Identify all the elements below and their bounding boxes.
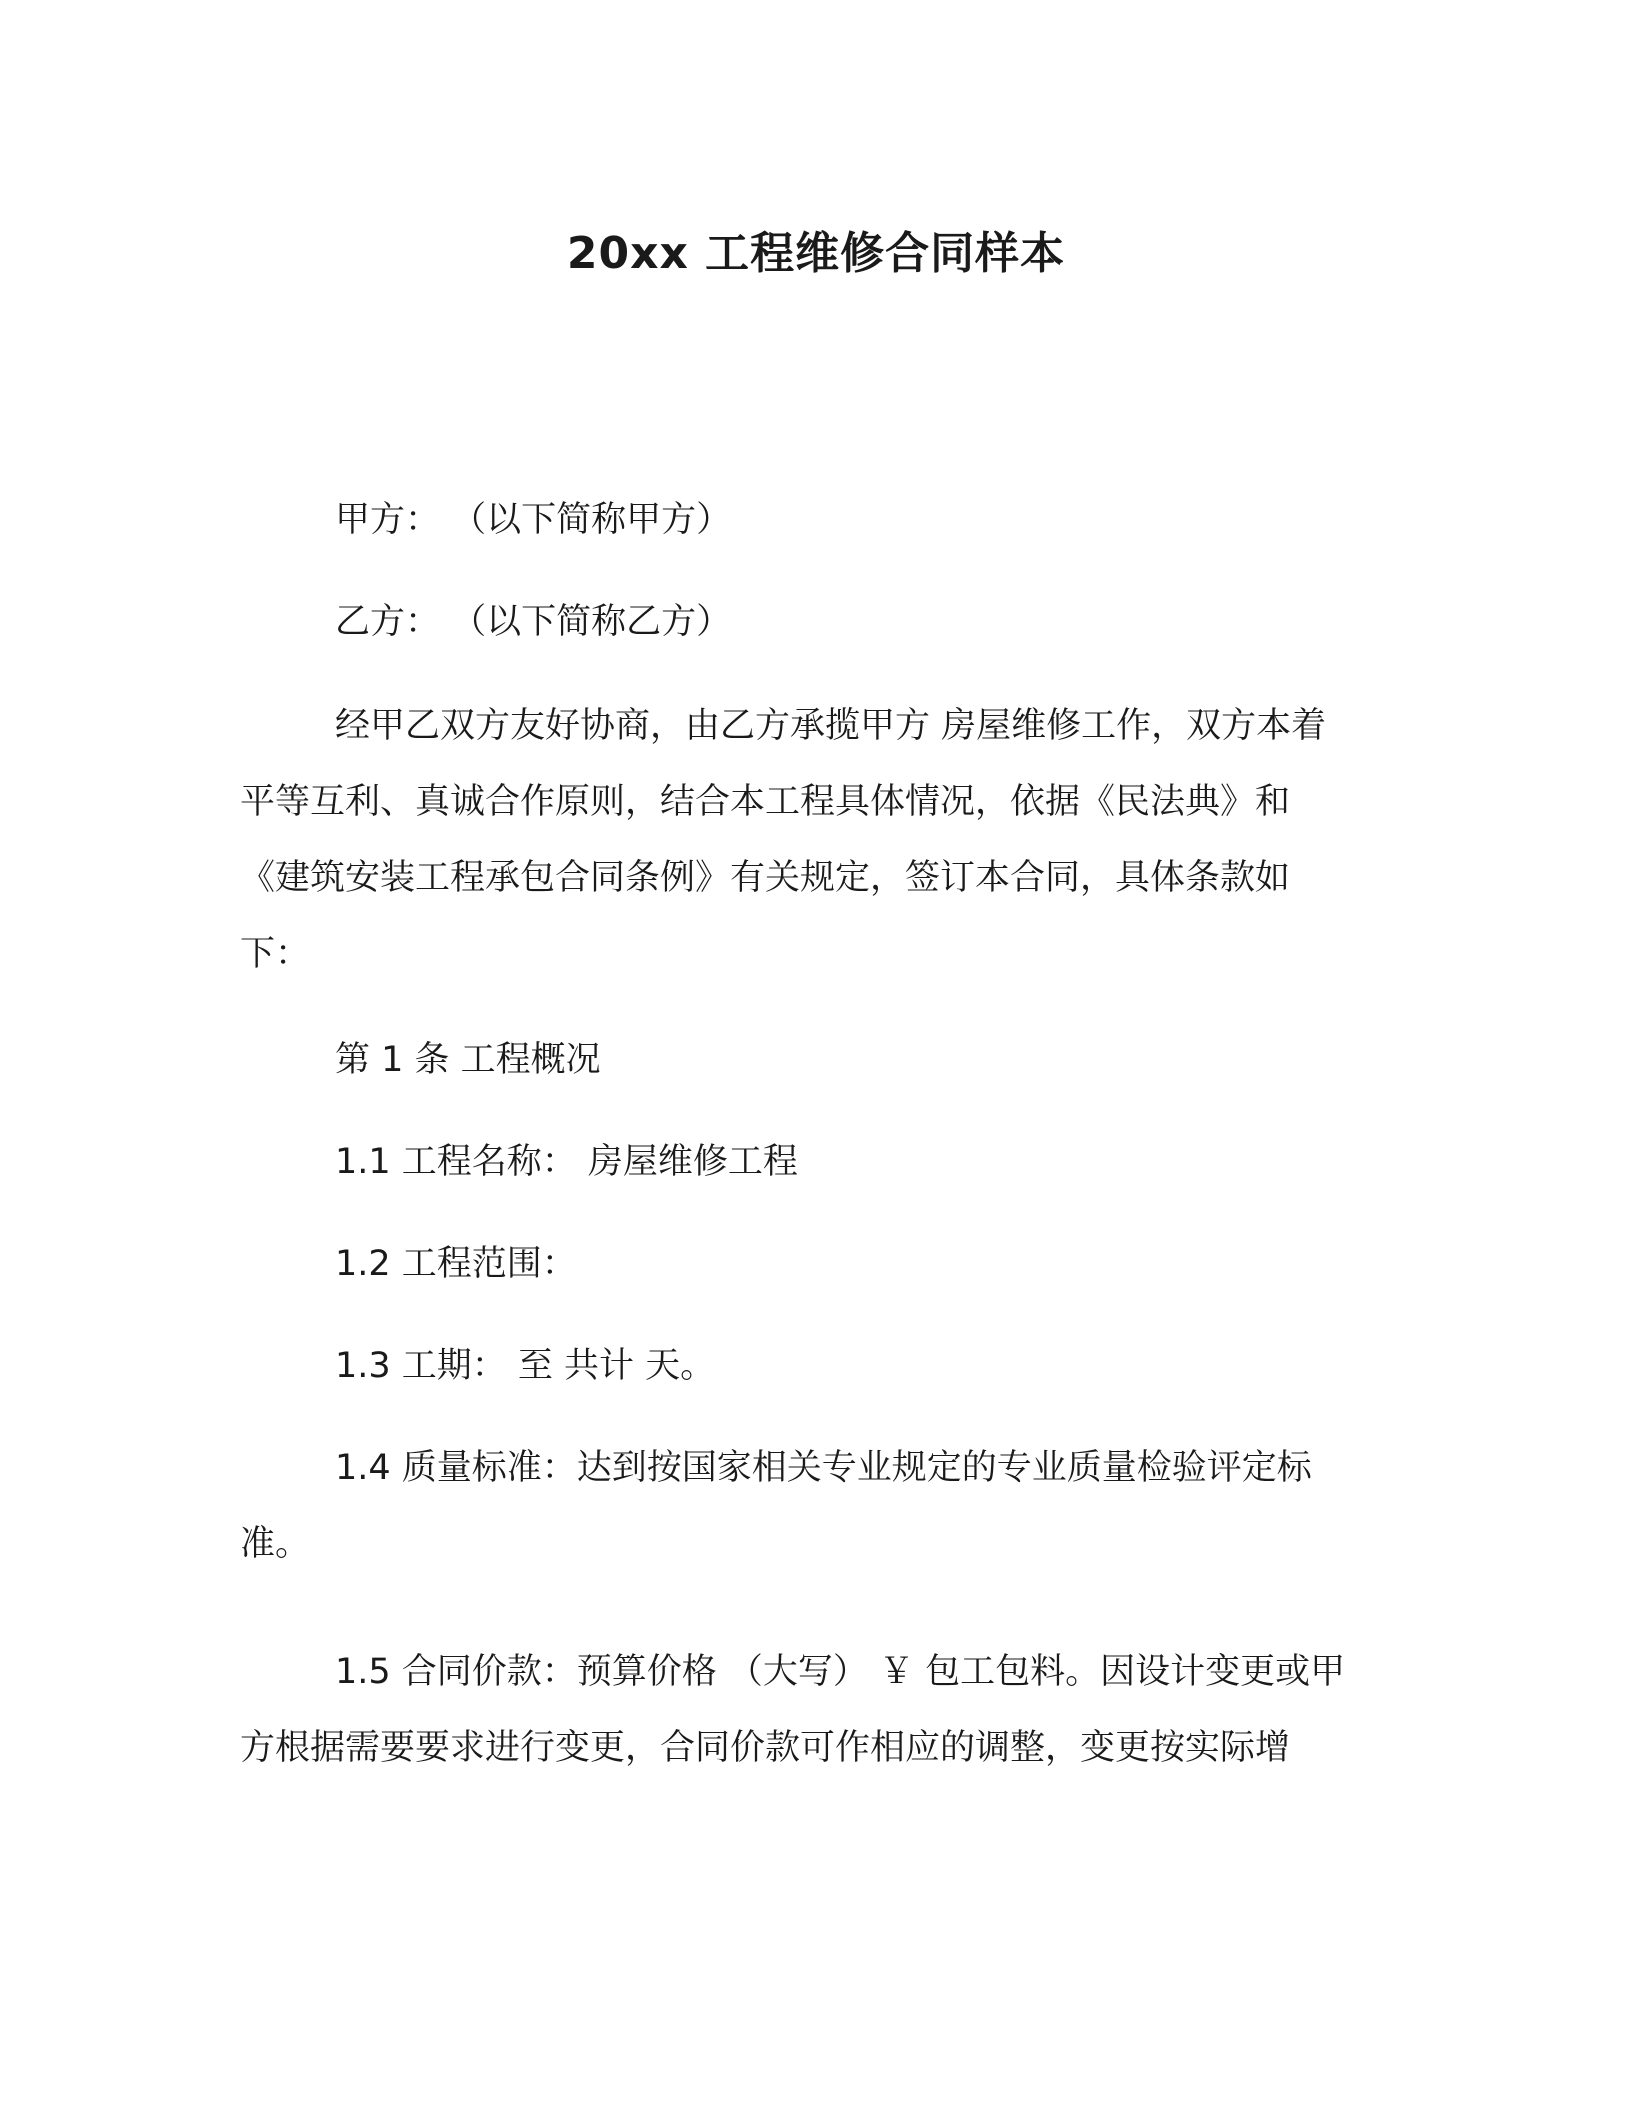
preamble-line-1: 经甲乙双方友好协商，由乙方承揽甲方 房屋维修工作，双方本着 [335,706,1327,746]
clause-1-5-line-2: 方根据需要要求进行变更，合同价款可作相应的调整，变更按实际增 [240,1728,1291,1768]
clause-1-4-line-1: 1.4 质量标准：达到按国家相关专业规定的专业质量检验评定标 [335,1448,1312,1488]
clause-1-4-line-2: 准。 [240,1524,311,1564]
party-a-line: 甲方： （以下简称甲方） [335,500,732,540]
preamble-line-2: 平等互利、真诚合作原则，结合本工程具体情况，依据《民法典》和 [240,782,1291,822]
clause-1-5 [240,1634,1385,1786]
clause-1-5-line-1: 1.5 合同价款：预算价格 （大写） ￥ 包工包料。因设计变更或甲 [335,1652,1346,1692]
party-b-line: 乙方： （以下简称乙方） [335,602,732,642]
clause-1-3: 1.3 工期： 至 共计 天。 [335,1346,716,1386]
preamble-line-3: 《建筑安装工程承包合同条例》有关规定，签订本合同，具体条款如 [240,858,1291,898]
clause-1-4 [240,1430,1385,1582]
article-1-heading: 第 1 条 工程概况 [335,1040,601,1080]
document-title: 20xx 工程维修合同样本 [566,228,1066,279]
preamble-paragraph [240,688,1385,992]
clause-1-1: 1.1 工程名称： 房屋维修工程 [335,1142,798,1182]
clause-1-2: 1.2 工程范围： [335,1244,577,1284]
preamble-line-4: 下： [240,934,311,974]
